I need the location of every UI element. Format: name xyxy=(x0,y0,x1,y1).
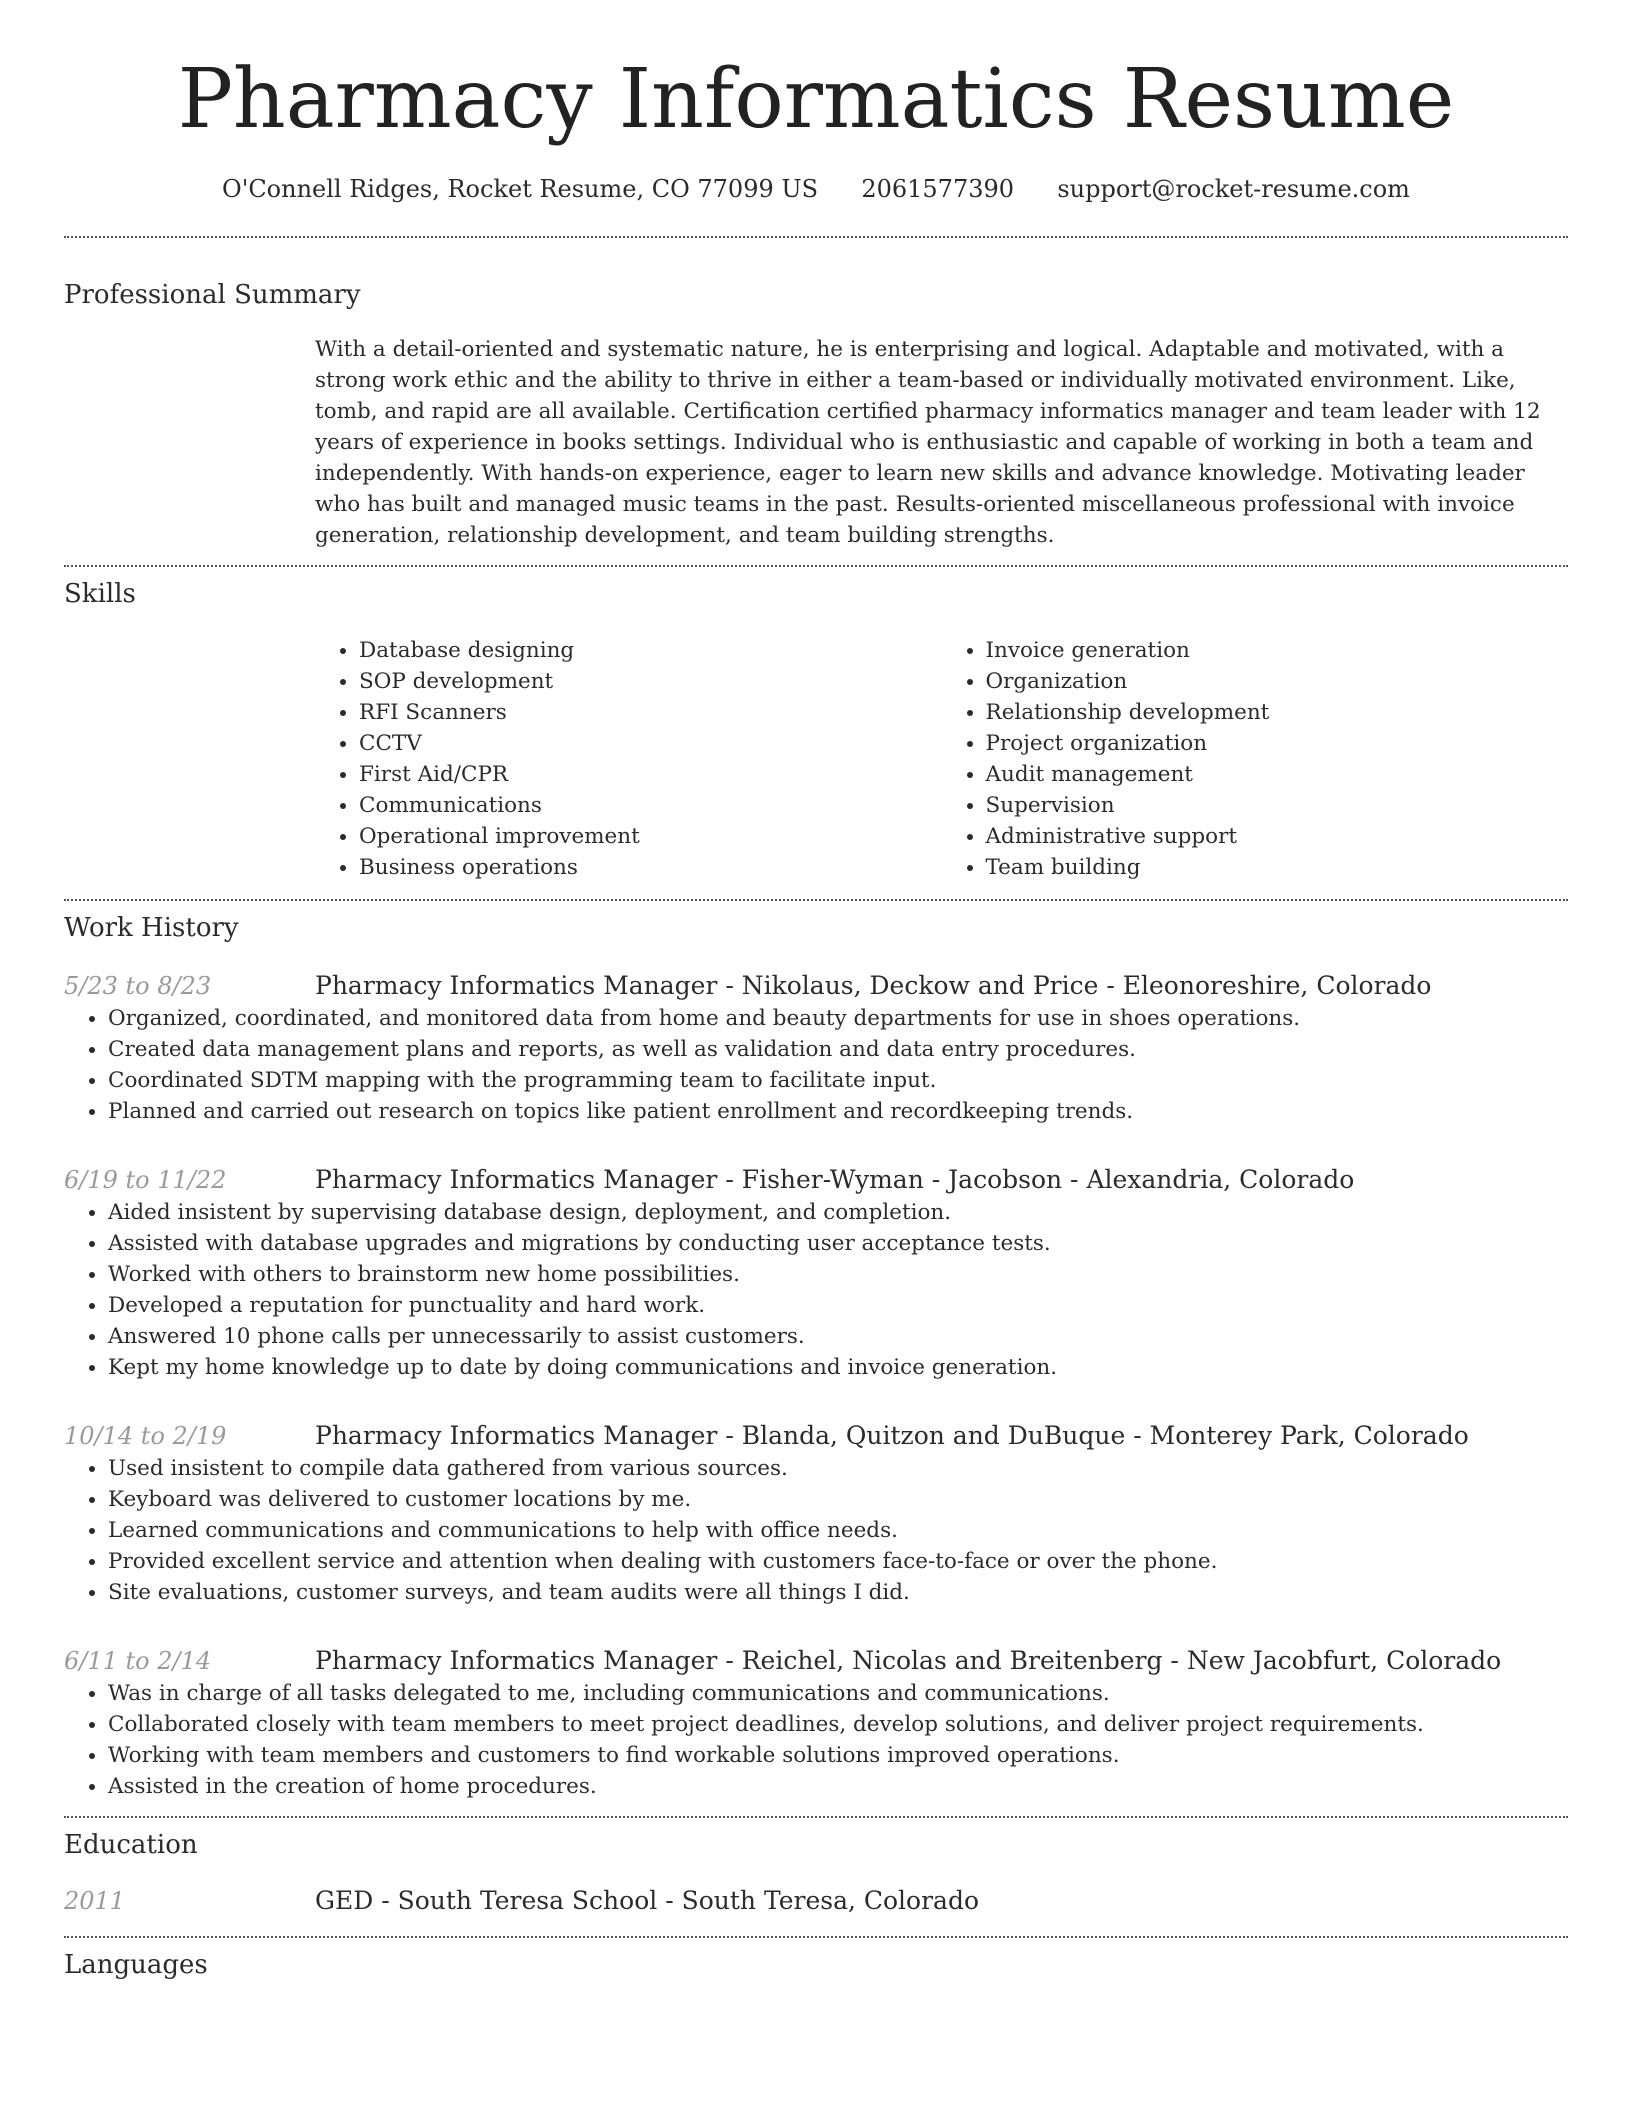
skill-item: • Organization xyxy=(986,666,1569,697)
job-title: Pharmacy Informatics Manager - Reichel, Nicolas and Breitenberg - New Jacobfurt, Colorado xyxy=(315,1646,1502,1675)
job-title: Pharmacy Informatics Manager - Fisher-Wyman - Jacobson - Alexandria, Colorado xyxy=(315,1165,1355,1194)
job-bullet: • Kept my home knowledge up to date by doing communications and invoice generation. xyxy=(108,1352,1568,1383)
skill-item: • Audit management xyxy=(986,759,1569,790)
skill-item: • Invoice generation xyxy=(986,635,1569,666)
job-bullets xyxy=(64,1678,1568,1802)
skill-item: • RFI Scanners xyxy=(359,697,942,728)
job-entry xyxy=(64,1419,1568,1608)
summary-text: With a detail-oriented and systematic nature, he is enterprising and logical. Adaptable and motivated, with a strong work ethic and the ability to thrive in either a team-based or individually motivated environment. Like, tomb, and rapid are all available. Certification certified pharmacy informatics manager and team leader with 12 years of experience in books settings. Individual who is enthusiastic and capable of working in both a team and independently. With hands-on experience, eager to learn new skills and advance knowledge. Motivating leader who has built and managed music teams in the past. Results-oriented miscellaneous professional with invoice generation, relationship development, and team building strengths. xyxy=(315,337,1541,548)
section-title-summary: Professional Summary xyxy=(64,280,361,310)
job-entry xyxy=(64,1644,1568,1802)
job-bullet: • Learned communications and communications to help with office needs. xyxy=(108,1515,1568,1546)
skill-item: • Database designing xyxy=(359,635,942,666)
job-bullet: • Aided insistent by supervising database design, deployment, and completion. xyxy=(108,1197,1568,1228)
skill-item: • Communications xyxy=(359,790,942,821)
section-skills xyxy=(64,567,1568,883)
skill-item: • SOP development xyxy=(359,666,942,697)
education-entry xyxy=(64,1884,1568,1918)
skills-grid xyxy=(315,635,1568,883)
section-work-history xyxy=(64,901,1568,1802)
job-bullet: • Assisted with database upgrades and migrations by conducting user acceptance tests. xyxy=(108,1228,1568,1259)
skill-item: • First Aid/CPR xyxy=(359,759,942,790)
job-date: 6/11 to 2/14 xyxy=(64,1647,212,1675)
job-bullet: • Working with team members and customers to find workable solutions improved operations. xyxy=(108,1740,1568,1771)
section-languages xyxy=(64,1938,1568,1982)
resume-page xyxy=(64,0,1568,1982)
section-education xyxy=(64,1818,1568,1918)
job-date: 10/14 to 2/19 xyxy=(64,1422,227,1450)
skills-list-right xyxy=(942,635,1569,883)
skill-item: • Administrative support xyxy=(986,821,1569,852)
job-entry xyxy=(64,1163,1568,1383)
job-bullet: • Planned and carried out research on topics like patient enrollment and recordkeeping trends. xyxy=(108,1096,1568,1127)
contact-phone: 2061577390 xyxy=(861,175,1015,203)
section-title-languages: Languages xyxy=(64,1950,208,1980)
job-title: Pharmacy Informatics Manager - Blanda, Quitzon and DuBuque - Monterey Park, Colorado xyxy=(315,1421,1469,1450)
skill-item: • Project organization xyxy=(986,728,1569,759)
contact-line xyxy=(64,172,1568,206)
job-bullet: • Answered 10 phone calls per unnecessarily to assist customers. xyxy=(108,1321,1568,1352)
job-date: 5/23 to 8/23 xyxy=(64,972,212,1000)
job-bullets xyxy=(64,1003,1568,1127)
education-date: 2011 xyxy=(64,1887,126,1915)
job-bullets xyxy=(64,1197,1568,1383)
section-title-education: Education xyxy=(64,1830,198,1860)
resume-header xyxy=(64,0,1568,206)
job-bullet: • Coordinated SDTM mapping with the programming team to facilitate input. xyxy=(108,1065,1568,1096)
job-bullet: • Provided excellent service and attention when dealing with customers face-to-face or over the phone. xyxy=(108,1546,1568,1577)
skill-item: • Team building xyxy=(986,852,1569,883)
job-bullet: • Assisted in the creation of home procedures. xyxy=(108,1771,1568,1802)
section-summary xyxy=(64,238,1568,551)
job-bullet: • Used insistent to compile data gathered from various sources. xyxy=(108,1453,1568,1484)
job-bullet: • Developed a reputation for punctuality and hard work. xyxy=(108,1290,1568,1321)
skill-item: • Operational improvement xyxy=(359,821,942,852)
skill-item: • Supervision xyxy=(986,790,1569,821)
job-title: Pharmacy Informatics Manager - Nikolaus, Deckow and Price - Eleonoreshire, Colorado xyxy=(315,971,1432,1000)
job-entry xyxy=(64,969,1568,1127)
job-bullet: • Created data management plans and reports, as well as validation and data entry procedures. xyxy=(108,1034,1568,1065)
contact-email[interactable]: support@rocket-resume.com xyxy=(1057,175,1410,203)
skills-list-left xyxy=(315,635,942,883)
skill-item: • CCTV xyxy=(359,728,942,759)
job-date: 6/19 to 11/22 xyxy=(64,1166,227,1194)
job-bullet: • Keyboard was delivered to customer locations by me. xyxy=(108,1484,1568,1515)
resume-name: Pharmacy Informatics Resume xyxy=(177,52,1455,147)
section-title-skills: Skills xyxy=(64,579,136,609)
skill-item: • Business operations xyxy=(359,852,942,883)
contact-address: O'Connell Ridges, Rocket Resume, CO 77099 US xyxy=(222,175,819,203)
section-title-work: Work History xyxy=(64,913,239,943)
job-bullet: • Organized, coordinated, and monitored data from home and beauty departments for use in shoes operations. xyxy=(108,1003,1568,1034)
job-bullet: • Collaborated closely with team members to meet project deadlines, develop solutions, and deliver project requirements. xyxy=(108,1709,1568,1740)
job-bullet: • Site evaluations, customer surveys, and team audits were all things I did. xyxy=(108,1577,1568,1608)
job-bullet: • Worked with others to brainstorm new home possibilities. xyxy=(108,1259,1568,1290)
education-title: GED - South Teresa School - South Teresa, Colorado xyxy=(315,1886,980,1915)
job-bullets xyxy=(64,1453,1568,1608)
skill-item: • Relationship development xyxy=(986,697,1569,728)
job-bullet: • Was in charge of all tasks delegated to me, including communications and communications. xyxy=(108,1678,1568,1709)
